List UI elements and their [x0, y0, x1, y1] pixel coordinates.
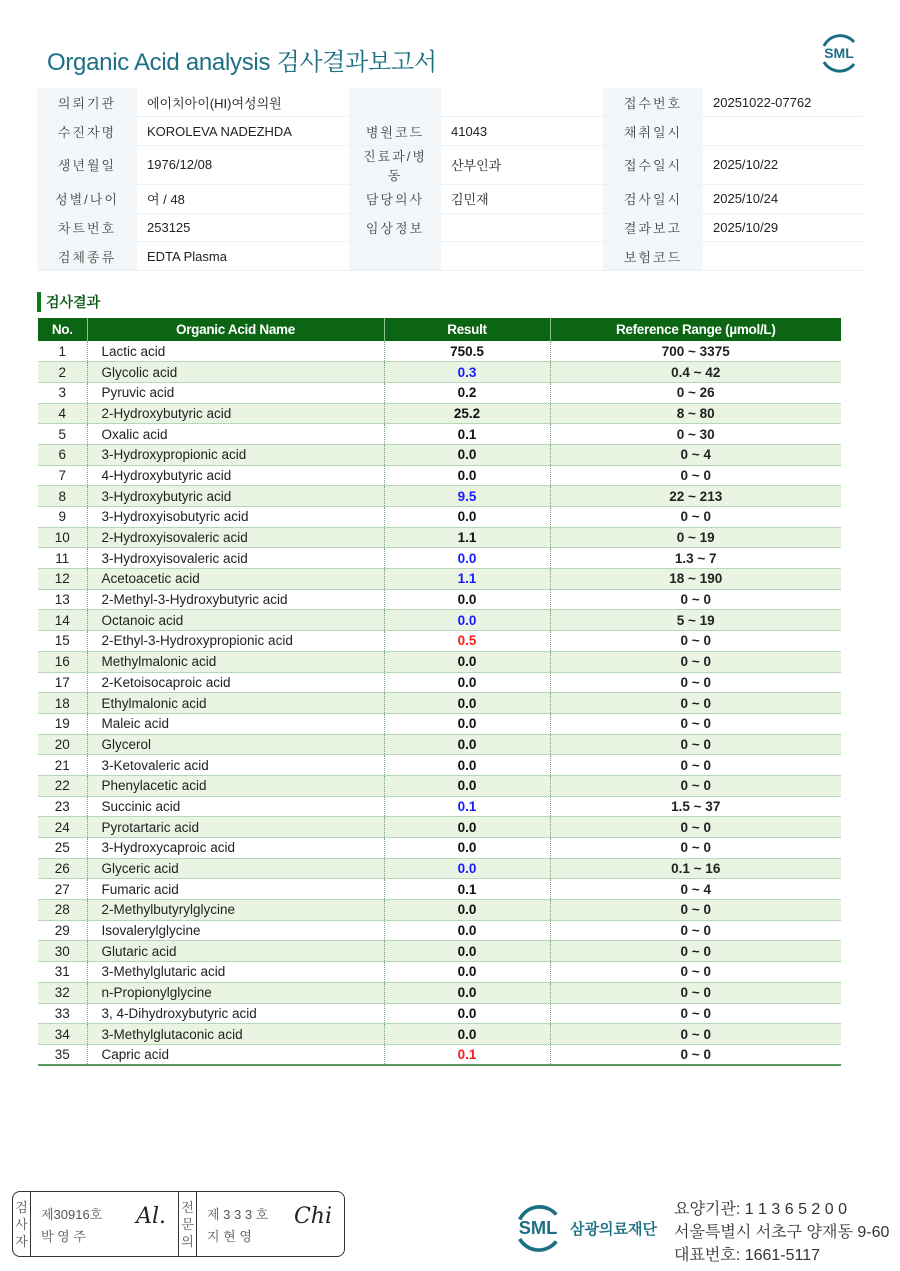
reference-range: 0 ~ 0: [550, 1044, 841, 1065]
info-label: 생년월일: [37, 145, 137, 184]
row-number: 14: [38, 610, 87, 631]
row-number: 8: [38, 486, 87, 507]
result-row: [38, 569, 841, 590]
reference-range: 0 ~ 0: [550, 982, 841, 1003]
result-row: [38, 341, 841, 362]
info-value: 1976/12/08: [137, 145, 349, 184]
result-value: 0.0: [384, 507, 550, 528]
reference-range: 0 ~ 0: [550, 734, 841, 755]
info-label: 병원코드: [349, 117, 441, 146]
result-value: 0.0: [384, 610, 550, 631]
institution-code: 요양기관: 1 1 3 6 5 2 0 0: [674, 1201, 848, 1218]
result-row: [38, 1044, 841, 1065]
info-value: EDTA Plasma: [137, 242, 349, 271]
reference-range: 0 ~ 0: [550, 962, 841, 983]
reference-range: 0 ~ 0: [550, 631, 841, 652]
info-value: [441, 88, 603, 117]
info-value: 에이치아이(HI)여성의원: [137, 88, 349, 117]
reference-range: 0 ~ 0: [550, 465, 841, 486]
result-value: 0.1: [384, 424, 550, 445]
reference-range: 0 ~ 0: [550, 672, 841, 693]
acid-name: 3-Hydroxyisobutyric acid: [87, 507, 384, 528]
result-value: 0.1: [384, 796, 550, 817]
reference-range: 0 ~ 30: [550, 424, 841, 445]
row-number: 35: [38, 1044, 87, 1065]
info-label: 검체종류: [37, 242, 137, 271]
result-value: 0.3: [384, 362, 550, 383]
info-value: 2025/10/24: [703, 184, 863, 213]
row-number: 27: [38, 879, 87, 900]
info-label: 담당의사: [349, 184, 441, 213]
acid-name: Acetoacetic acid: [87, 569, 384, 590]
row-number: 32: [38, 982, 87, 1003]
result-row: [38, 755, 841, 776]
info-row: [37, 242, 863, 271]
row-number: 33: [38, 1003, 87, 1024]
acid-name: 2-Methylbutyrylglycine: [87, 900, 384, 921]
reference-range: 1.5 ~ 37: [550, 796, 841, 817]
row-number: 21: [38, 755, 87, 776]
result-value: 0.0: [384, 775, 550, 796]
result-value: 0.0: [384, 817, 550, 838]
result-value: 0.0: [384, 693, 550, 714]
result-value: 0.0: [384, 941, 550, 962]
examiner-license: 제30916호: [41, 1207, 103, 1222]
acid-name: 2-Ketoisocaproic acid: [87, 672, 384, 693]
specialist-label-cell: [179, 1192, 197, 1256]
row-number: 2: [38, 362, 87, 383]
result-row: [38, 465, 841, 486]
acid-name: Pyrotartaric acid: [87, 817, 384, 838]
result-value: 1.1: [384, 527, 550, 548]
result-row: [38, 527, 841, 548]
row-number: 18: [38, 693, 87, 714]
acid-name: Glycolic acid: [87, 362, 384, 383]
result-value: 0.0: [384, 838, 550, 859]
specialist-signature: Chi: [293, 1204, 332, 1229]
info-label: [349, 88, 441, 117]
info-value: [441, 213, 603, 242]
result-row: [38, 382, 841, 403]
acid-name: Fumaric acid: [87, 879, 384, 900]
row-number: 17: [38, 672, 87, 693]
info-row: [37, 117, 863, 146]
result-row: [38, 672, 841, 693]
svg-text:SML: SML: [518, 1217, 558, 1239]
info-label: 의뢰기관: [37, 88, 137, 117]
reference-range: 0 ~ 0: [550, 507, 841, 528]
info-value: 253125: [137, 213, 349, 242]
result-value: 750.5: [384, 341, 550, 362]
result-row: [38, 713, 841, 734]
result-row: [38, 651, 841, 672]
row-number: 31: [38, 962, 87, 983]
examiner-name: 박 영 주: [41, 1229, 86, 1244]
info-value: [441, 242, 603, 271]
result-value: 1.1: [384, 569, 550, 590]
acid-name: Phenylacetic acid: [87, 775, 384, 796]
acid-name: 3-Methylglutaconic acid: [87, 1024, 384, 1045]
info-value: 2025/10/29: [703, 213, 863, 242]
reference-range: 0 ~ 0: [550, 941, 841, 962]
row-number: 1: [38, 341, 87, 362]
reference-range: 0 ~ 0: [550, 1024, 841, 1045]
reference-range: 700 ~ 3375: [550, 341, 841, 362]
row-number: 10: [38, 527, 87, 548]
row-number: 30: [38, 941, 87, 962]
report-title: Organic Acid analysis 검사결과보고서: [47, 49, 437, 76]
acid-name: n-Propionylglycine: [87, 982, 384, 1003]
result-row: [38, 507, 841, 528]
info-value: 김민재: [441, 184, 603, 213]
acid-name: Ethylmalonic acid: [87, 693, 384, 714]
row-number: 4: [38, 403, 87, 424]
result-value: 0.0: [384, 548, 550, 569]
specialist-block: [197, 1192, 344, 1256]
result-value: 0.0: [384, 444, 550, 465]
result-row: [38, 962, 841, 983]
result-value: 0.0: [384, 920, 550, 941]
result-row: [38, 589, 841, 610]
acid-name: 3-Methylglutaric acid: [87, 962, 384, 983]
info-label: [349, 242, 441, 271]
row-number: 19: [38, 713, 87, 734]
reference-range: 0 ~ 4: [550, 879, 841, 900]
specialist-name: 지 현 영: [207, 1229, 252, 1244]
info-label: 보험코드: [603, 242, 703, 271]
signature-box: [12, 1191, 345, 1257]
reference-range: 0 ~ 4: [550, 444, 841, 465]
acid-name: Methylmalonic acid: [87, 651, 384, 672]
result-row: [38, 610, 841, 631]
result-row: [38, 879, 841, 900]
acid-name: Glycerol: [87, 734, 384, 755]
acid-name: Succinic acid: [87, 796, 384, 817]
info-label: 접수일시: [603, 145, 703, 184]
phone: 대표번호: 1661-5117: [674, 1247, 821, 1264]
acid-name: Glutaric acid: [87, 941, 384, 962]
result-value: 0.0: [384, 672, 550, 693]
info-value: [703, 242, 863, 271]
row-number: 20: [38, 734, 87, 755]
acid-name: Capric acid: [87, 1044, 384, 1065]
col-name: Organic Acid Name: [87, 318, 384, 341]
result-value: 0.1: [384, 879, 550, 900]
result-row: [38, 424, 841, 445]
reference-range: 1.3 ~ 7: [550, 548, 841, 569]
footer-logo: [510, 1200, 657, 1256]
acid-name: Pyruvic acid: [87, 382, 384, 403]
info-label: 채취일시: [603, 117, 703, 146]
reference-range: 0 ~ 0: [550, 838, 841, 859]
result-value: 0.0: [384, 1003, 550, 1024]
row-number: 13: [38, 589, 87, 610]
reference-range: 0 ~ 0: [550, 900, 841, 921]
result-row: [38, 858, 841, 879]
reference-range: 22 ~ 213: [550, 486, 841, 507]
specialist-label: 전문의: [181, 1199, 194, 1249]
result-row: [38, 941, 841, 962]
info-row: [37, 184, 863, 213]
result-value: 0.5: [384, 631, 550, 652]
acid-name: 4-Hydroxybutyric acid: [87, 465, 384, 486]
acid-name: 3-Hydroxycaproic acid: [87, 838, 384, 859]
row-number: 12: [38, 569, 87, 590]
acid-name: 3, 4-Dihydroxybutyric acid: [87, 1003, 384, 1024]
reference-range: 0 ~ 0: [550, 693, 841, 714]
result-value: 0.0: [384, 713, 550, 734]
col-result: Result: [384, 318, 550, 341]
reference-range: 0 ~ 26: [550, 382, 841, 403]
row-number: 9: [38, 507, 87, 528]
specialist-license: 제 3 3 3 호: [207, 1207, 269, 1222]
acid-name: 3-Ketovaleric acid: [87, 755, 384, 776]
acid-name: 2-Methyl-3-Hydroxybutyric acid: [87, 589, 384, 610]
result-row: [38, 486, 841, 507]
result-value: 25.2: [384, 403, 550, 424]
result-value: 9.5: [384, 486, 550, 507]
reference-range: 0 ~ 0: [550, 651, 841, 672]
result-value: 0.0: [384, 651, 550, 672]
acid-name: Maleic acid: [87, 713, 384, 734]
row-number: 7: [38, 465, 87, 486]
reference-range: 0 ~ 19: [550, 527, 841, 548]
svg-text:SML: SML: [824, 45, 854, 61]
result-row: [38, 920, 841, 941]
info-label: 성별/나이: [37, 184, 137, 213]
info-label: 접수번호: [603, 88, 703, 117]
result-row: [38, 734, 841, 755]
sml-logo: [816, 30, 862, 76]
result-row: [38, 548, 841, 569]
address: 서울특별시 서초구 양재동 9-60: [674, 1224, 890, 1241]
reference-range: 18 ~ 190: [550, 569, 841, 590]
row-number: 29: [38, 920, 87, 941]
col-no: No.: [38, 318, 87, 341]
result-value: 0.0: [384, 962, 550, 983]
acid-name: 3-Hydroxypropionic acid: [87, 444, 384, 465]
acid-name: 2-Hydroxybutyric acid: [87, 403, 384, 424]
reference-range: 0 ~ 0: [550, 713, 841, 734]
acid-name: Isovalerylglycine: [87, 920, 384, 941]
result-value: 0.0: [384, 1024, 550, 1045]
acid-name: 3-Hydroxybutyric acid: [87, 486, 384, 507]
result-value: 0.0: [384, 858, 550, 879]
result-value: 0.0: [384, 589, 550, 610]
reference-range: 0 ~ 0: [550, 775, 841, 796]
result-row: [38, 775, 841, 796]
col-reference: Reference Range (µmol/L): [550, 318, 841, 341]
reference-range: 5 ~ 19: [550, 610, 841, 631]
examiner-label: 검사자: [15, 1199, 28, 1249]
result-row: [38, 444, 841, 465]
result-value: 0.0: [384, 755, 550, 776]
reference-range: 0 ~ 0: [550, 1003, 841, 1024]
info-value: KOROLEVA NADEZHDA: [137, 117, 349, 146]
result-value: 0.0: [384, 465, 550, 486]
acid-name: Octanoic acid: [87, 610, 384, 631]
result-row: [38, 693, 841, 714]
reference-range: 8 ~ 80: [550, 403, 841, 424]
info-label: 차트번호: [37, 213, 137, 242]
info-label: 진료과/병동: [349, 145, 441, 184]
result-row: [38, 982, 841, 1003]
reference-range: 0.1 ~ 16: [550, 858, 841, 879]
row-number: 24: [38, 817, 87, 838]
result-row: [38, 631, 841, 652]
result-row: [38, 838, 841, 859]
acid-name: 2-Hydroxyisovaleric acid: [87, 527, 384, 548]
row-number: 5: [38, 424, 87, 445]
result-row: [38, 1003, 841, 1024]
info-row: [37, 145, 863, 184]
result-row: [38, 817, 841, 838]
row-number: 25: [38, 838, 87, 859]
footer-address: [674, 1198, 889, 1267]
row-number: 15: [38, 631, 87, 652]
reference-range: 0.4 ~ 42: [550, 362, 841, 383]
row-number: 16: [38, 651, 87, 672]
acid-name: Lactic acid: [87, 341, 384, 362]
reference-range: 0 ~ 0: [550, 755, 841, 776]
info-value: 41043: [441, 117, 603, 146]
info-label: 검사일시: [603, 184, 703, 213]
result-value: 0.0: [384, 900, 550, 921]
result-row: [38, 403, 841, 424]
info-label: 수진자명: [37, 117, 137, 146]
info-row: [37, 213, 863, 242]
row-number: 11: [38, 548, 87, 569]
info-value: 산부인과: [441, 145, 603, 184]
row-number: 28: [38, 900, 87, 921]
row-number: 34: [38, 1024, 87, 1045]
result-row: [38, 362, 841, 383]
acid-name: 2-Ethyl-3-Hydroxypropionic acid: [87, 631, 384, 652]
row-number: 22: [38, 775, 87, 796]
patient-info-table: [37, 88, 863, 271]
results-table: [38, 318, 841, 1066]
section-title: 검사결과: [37, 292, 100, 312]
result-row: [38, 900, 841, 921]
info-value: 20251022-07762: [703, 88, 863, 117]
reference-range: 0 ~ 0: [550, 817, 841, 838]
org-name: 삼광의료재단: [570, 1220, 657, 1238]
info-row: [37, 88, 863, 117]
examiner-label-cell: [13, 1192, 31, 1256]
row-number: 6: [38, 444, 87, 465]
row-number: 3: [38, 382, 87, 403]
examiner-signature: Al.: [136, 1204, 166, 1229]
result-row: [38, 1024, 841, 1045]
acid-name: Glyceric acid: [87, 858, 384, 879]
row-number: 26: [38, 858, 87, 879]
result-value: 0.0: [384, 982, 550, 1003]
row-number: 23: [38, 796, 87, 817]
acid-name: 3-Hydroxyisovaleric acid: [87, 548, 384, 569]
info-value: 2025/10/22: [703, 145, 863, 184]
sml-footer-logo-icon: [510, 1200, 566, 1256]
acid-name: Oxalic acid: [87, 424, 384, 445]
info-value: [703, 117, 863, 146]
info-label: 임상정보: [349, 213, 441, 242]
result-value: 0.2: [384, 382, 550, 403]
result-value: 0.0: [384, 734, 550, 755]
reference-range: 0 ~ 0: [550, 589, 841, 610]
info-value: 여 / 48: [137, 184, 349, 213]
result-row: [38, 796, 841, 817]
reference-range: 0 ~ 0: [550, 920, 841, 941]
info-label: 결과보고: [603, 213, 703, 242]
result-value: 0.1: [384, 1044, 550, 1065]
examiner-block: [31, 1192, 179, 1256]
